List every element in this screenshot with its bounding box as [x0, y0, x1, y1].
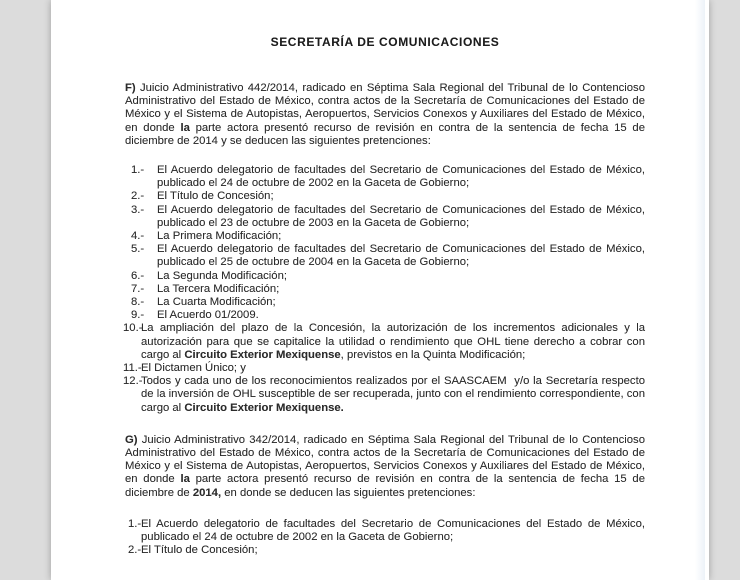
- list-g: [125, 518, 645, 558]
- list-item-number: 1.-: [131, 164, 145, 177]
- list-item-number: 7.-: [131, 282, 145, 295]
- bold-text-segment: G): [125, 433, 138, 446]
- text-segment: en donde se deducen las siguientes pretenciones:: [221, 486, 476, 499]
- text-segment: El Título de Concesión;: [157, 190, 274, 203]
- document-page: [51, 0, 709, 580]
- text-segment: parte actora presentó recurso de revisión en contra de la sentencia de fecha 15 de diciembre de: [125, 473, 645, 499]
- text-segment: El Acuerdo 01/2009.: [157, 309, 259, 322]
- list-item-number: 1.-: [128, 517, 142, 530]
- bold-text-segment: F): [125, 82, 136, 94]
- list-item-number: 12.-: [123, 375, 143, 388]
- list-item: [125, 243, 645, 269]
- text-segment: Juicio Administrativo 442/2014, radicado en Séptima Sala Regional del Tribunal de lo Contencioso Administrativo del Estado de México, contra actos de la Secretaría de Comunicaciones del Estado de México y el Sistema de Autopistas, Aeropuertos, Servicios Conexos y Auxiliares del Estado de México, en donde: [125, 82, 645, 134]
- text-segment: La Segunda Modificación;: [157, 269, 288, 282]
- paragraph-g: [125, 434, 645, 500]
- list-item: [125, 164, 645, 190]
- list-item: [125, 544, 645, 557]
- list-item: [125, 283, 645, 296]
- text-segment: El Acuerdo delegatorio de facultades del Secretario de Comunicaciones del Estado de México, publicado el 24 de octubre de 2002 en la Gaceta de Gobierno;: [141, 517, 645, 544]
- text-segment: El Título de Concesión;: [141, 544, 258, 557]
- bold-text-segment: Circuito Exterior Mexiquense: [184, 348, 341, 361]
- list-item: [125, 230, 645, 243]
- document-sections: [125, 82, 645, 558]
- text-segment: El Acuerdo delegatorio de facultades del Secretario de Comunicaciones del Estado de México, publicado el 24 de octubre de 2002 en la Gaceta de Gobierno;: [157, 164, 645, 190]
- list-item-number: 3.-: [131, 203, 145, 216]
- list-item: [125, 309, 645, 322]
- bold-text-segment: 2014,: [192, 486, 222, 499]
- text-segment: parte actora presentó recurso de revisión en contra de la sentencia de fecha 15 de diciembre de 2014 y se deducen las siguientes pretenciones:: [125, 121, 645, 147]
- document-content: [125, 35, 645, 558]
- text-segment: La ampliación del plazo de la Concesión, la autorización de los incrementos adicionales y la autorización para que se capitalice la utilidad o rendimiento que OHL tiene derecho a cobrar con cargo al: [141, 322, 645, 361]
- list-item: [125, 190, 645, 203]
- list-item: [125, 204, 645, 230]
- list-item: [125, 296, 645, 309]
- list-item: [125, 322, 645, 362]
- list-item: [125, 375, 645, 415]
- list-item-number: 10.-: [123, 322, 143, 335]
- list-item-number: 2.-: [128, 544, 142, 557]
- list-item-number: 4.-: [131, 230, 145, 243]
- bold-text-segment: la: [180, 121, 190, 134]
- text-segment: El Dictamen Único; y: [141, 362, 246, 375]
- list-item: [125, 270, 645, 283]
- scan-edge-tint: [695, 0, 705, 580]
- bold-text-segment: la: [180, 473, 190, 486]
- text-segment: Todos y cada uno de los reconocimientos realizados por el SAASCAEM y/o la Secretaría respecto de la inversión de OHL susceptible de ser recuperada, junto con el rendimiento correspondiente, con cargo al: [141, 375, 645, 414]
- text-segment: La Tercera Modificación;: [157, 282, 280, 295]
- text-segment: El Acuerdo delegatorio de facultades del Secretario de Comunicaciones del Estado de México, publicado el 25 de octubre de 2004 en la Gaceta de Gobierno;: [157, 243, 645, 269]
- list-item-number: 2.-: [131, 190, 145, 203]
- list-f: [125, 164, 645, 415]
- list-item-number: 11.-: [123, 362, 142, 375]
- list-item-number: 6.-: [131, 269, 145, 282]
- text-segment: , previstos en la Quinta Modificación;: [340, 348, 526, 361]
- list-item-number: 5.-: [131, 243, 145, 256]
- list-item: [125, 518, 645, 544]
- text-segment: La Primera Modificación;: [157, 230, 282, 243]
- text-segment: La Cuarta Modificación;: [157, 296, 276, 309]
- list-item: [125, 362, 645, 375]
- text-segment: Juicio Administrativo 342/2014, radicado en Séptima Sala Regional del Tribunal de lo Contencioso Administrativo del Estado de México, contra actos de la Secretaría de Comunicaciones del Estado de México y el Sistema de Autopistas, Aeropuertos, Servicios Conexos y Auxiliares del Estado de México, en donde: [125, 433, 645, 486]
- document-title: SECRETARÍA DE COMUNICACIONES: [270, 35, 500, 49]
- list-item-number: 8.-: [131, 296, 145, 309]
- bold-text-segment: Circuito Exterior Mexiquense.: [184, 401, 344, 414]
- text-segment: El Acuerdo delegatorio de facultades del Secretario de Comunicaciones del Estado de México, publicado el 23 de octubre de 2003 en la Gaceta de Gobierno;: [157, 203, 645, 229]
- list-item-number: 9.-: [131, 309, 145, 322]
- paragraph-f: [125, 82, 645, 148]
